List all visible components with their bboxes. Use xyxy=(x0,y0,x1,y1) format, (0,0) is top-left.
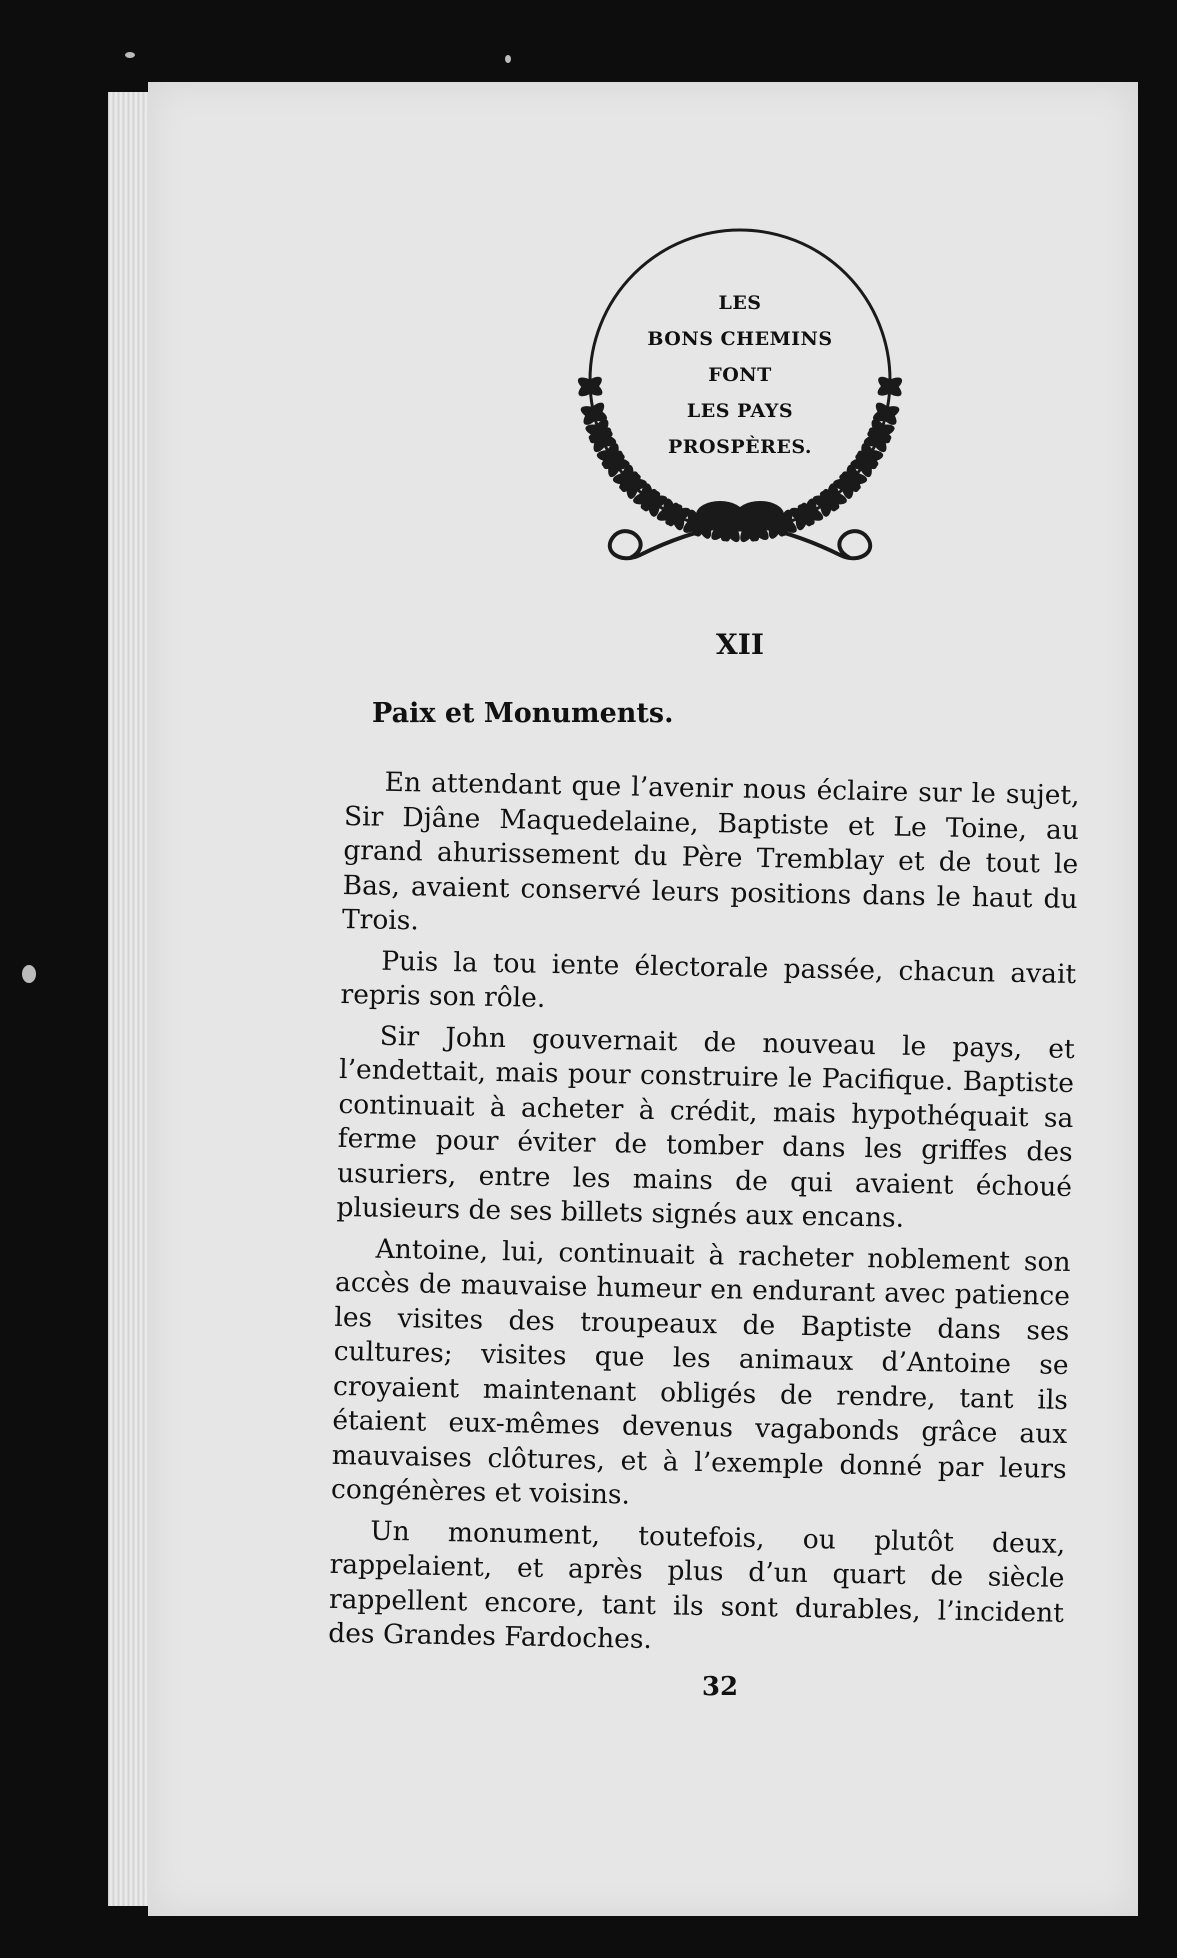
scan-speck xyxy=(125,52,135,58)
wreath-motto xyxy=(600,285,880,465)
scan-speck xyxy=(22,965,36,983)
chapter-body xyxy=(328,765,1080,1671)
scan-speck xyxy=(505,55,511,63)
motto-line: PROSPÈRES. xyxy=(667,436,813,458)
motto-line: LES PAYS xyxy=(686,400,794,422)
motto-line: FONT xyxy=(708,364,772,386)
paragraph: Puis la tou iente électorale passée, chacun avait repris son rôle. xyxy=(340,945,1077,1014)
paragraph: Antoine, lui, continuait à racheter noblement son accès de mauvaise humeur en endurant avec patience les visites des troupeaux de Baptiste dans ses cultures; visites que les animaux d’Antoine se croyaient maintenant obligés de rendre, tant ils étaient eux-mêmes devenus vagabonds grâce aux mauvaises clôtures, et à l’exemple donné par leurs congénères et voisins. xyxy=(330,1233,1071,1511)
paragraph: Sir John gouvernait de nouveau le pays, et l’endettait, mais pour construire le Pacifique. Baptiste continuait à acheter à crédit, mais hypothéquait sa ferme pour éviter de tomber dans les griffes des usuriers, entre les mains de qui avaient échoué plusieurs de ses billets signés aux encans. xyxy=(336,1020,1075,1234)
page-number: 32 xyxy=(701,1672,739,1702)
paragraph: En attendant que l’avenir nous éclaire sur le sujet, Sir Djâne Maquedelaine, Baptiste et Le Toine, au grand ahurissement du Père Tremblay et de tout le Bas, avaient conservé leurs positions dans le haut du Trois. xyxy=(341,766,1080,937)
paragraph: Un monument, toutefois, ou plutôt deux, rappelaient, et après plus d’un quart de siècle rappellent encore, tant ils sont durables, l’incident des Grandes Fardoches. xyxy=(328,1515,1066,1656)
chapter-title: Paix et Monuments. xyxy=(372,698,674,729)
chapter-number: XII xyxy=(716,628,764,661)
motto-line: BONS CHEMINS xyxy=(647,328,833,350)
page-stack-edge xyxy=(108,92,150,1906)
motto-line: LES xyxy=(718,292,762,314)
